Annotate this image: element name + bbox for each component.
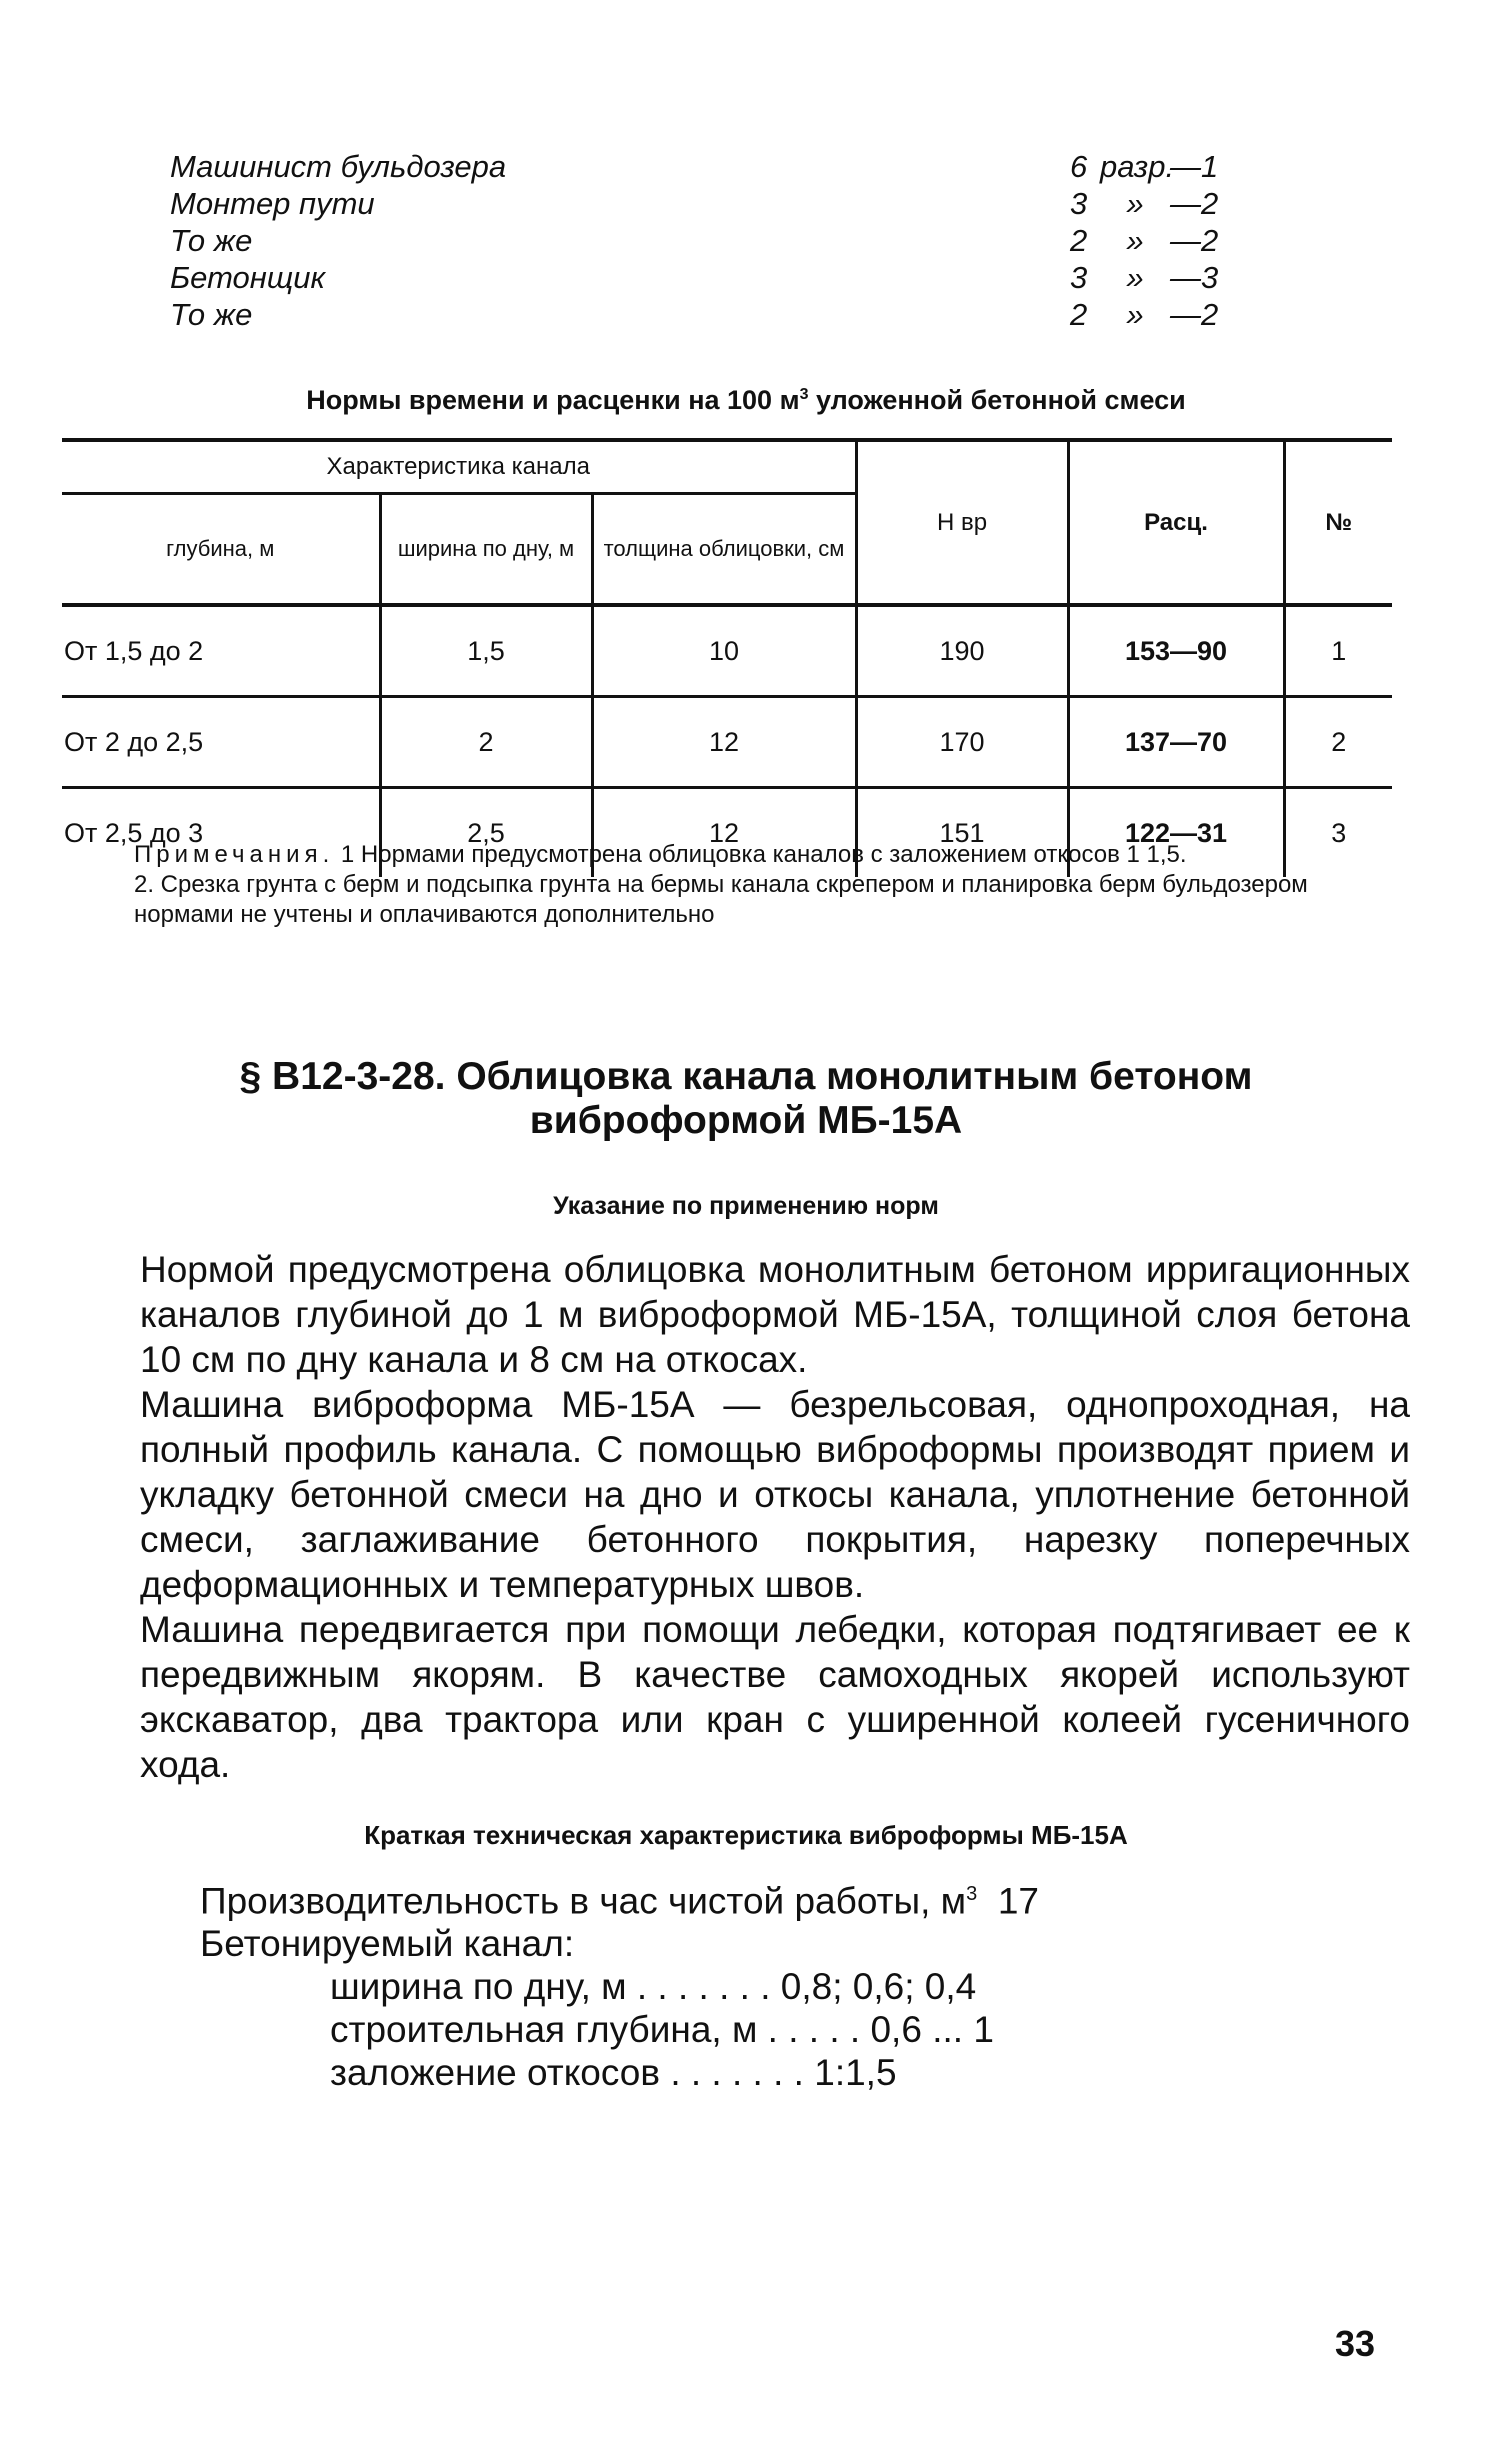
- tech-productivity-sup: 3: [966, 1883, 978, 1905]
- crew-rank: »: [1126, 222, 1144, 258]
- crew-rank: »: [1126, 259, 1144, 295]
- header-width: ширина по дну, м: [380, 494, 592, 606]
- tech-item-value: 1:1,5: [814, 2052, 897, 2094]
- crew-grade: 3: [1070, 259, 1088, 295]
- cell-depth: От 2 до 2,5: [62, 697, 380, 788]
- crew-rank: »: [1126, 296, 1144, 332]
- crew-name: Машинист бульдозера: [170, 148, 507, 184]
- tech-item-label: заложение откосов . . . . . . .: [330, 2052, 804, 2094]
- table-row: [62, 697, 1392, 788]
- section-subtitle: Указание по применению норм: [553, 1192, 939, 1220]
- crew-grade: 6: [1070, 148, 1088, 184]
- cell-width: 2,5: [380, 788, 592, 878]
- section-title-line: виброформой МБ-15А: [529, 1099, 963, 1142]
- cell-thickness: 10: [592, 605, 856, 697]
- crew-row: [170, 222, 1270, 259]
- cell-thickness: 12: [592, 788, 856, 878]
- crew-rank: »: [1126, 185, 1144, 221]
- tech-item-value: 0,8; 0,6; 0,4: [780, 1966, 977, 2008]
- note-1-text: 1 Нормами предусмотрена облицовка каналов с заложением откосов 1 1,5.: [340, 841, 1187, 868]
- crew-row: [170, 148, 1270, 185]
- paragraph: Машина виброформа МБ-15А — безрельсовая, однопроходная, на полный профиль канала. С помощью виброформы производят прием и укладку бетонной смеси на дно и откосы канала, уплотнение бетонной смеси, заглаживание бетонного покрытия, нарезку поперечных деформационных и температурных швов.: [140, 1384, 1410, 1605]
- section-title: [0, 1055, 1492, 1143]
- table-title: [0, 385, 1492, 416]
- tech-item-value: 0,6 ... 1: [870, 2009, 994, 2051]
- tech-spec: [200, 1873, 1400, 2094]
- tech-item: [200, 1965, 1400, 2008]
- crew-grade: 3: [1070, 185, 1088, 221]
- cell-hvr: 170: [856, 697, 1068, 788]
- section-body: [140, 1247, 1410, 1787]
- crew-list: [170, 148, 1270, 333]
- cell-rate: 122—31: [1068, 788, 1284, 878]
- cell-width: 2: [380, 697, 592, 788]
- table-notes: [62, 840, 1392, 930]
- cell-num: 2: [1284, 697, 1392, 788]
- tech-item-label: ширина по дну, м . . . . . . .: [330, 1966, 771, 2008]
- tech-productivity: [200, 1873, 1400, 1922]
- crew-name: То же: [170, 296, 253, 332]
- table-title-sup: 3: [799, 386, 809, 403]
- paragraph: Нормой предусмотрена облицовка монолитным бетоном ирригационных каналов глубиной до 1 м виброформой МБ-15А, толщиной слоя бетона 10 см по дну канала и 8 см на откосах.: [140, 1249, 1410, 1380]
- table-header-row: [62, 440, 1392, 494]
- crew-count: —2: [1170, 222, 1219, 258]
- header-hvr: Н вр: [856, 440, 1068, 605]
- cell-depth: От 1,5 до 2: [62, 605, 380, 697]
- crew-row: [170, 296, 1270, 333]
- cell-hvr: 151: [856, 788, 1068, 878]
- cell-num: 1: [1284, 605, 1392, 697]
- tech-item: [200, 2051, 1400, 2094]
- cell-thickness: 12: [592, 697, 856, 788]
- tech-channel-label: Бетонируемый канал:: [200, 1923, 575, 1965]
- cell-rate: 153—90: [1068, 605, 1284, 697]
- notes-label: Примечания.: [134, 841, 335, 868]
- tech-spec-title: Краткая техническая характеристика виброформы МБ-15А: [364, 1820, 1128, 1850]
- tech-item: [200, 2008, 1400, 2051]
- paragraph: Машина передвигается при помощи лебедки, которая подтягивает ее к передвижным якорям. В качестве самоходных якорей используют экскаватор, два трактора или кран с уширенной колеей гусеничного хода.: [140, 1609, 1410, 1785]
- crew-count: —2: [1170, 185, 1219, 221]
- crew-grade: 2: [1070, 222, 1088, 258]
- header-depth: глубина, м: [62, 494, 380, 606]
- crew-count: —1: [1170, 148, 1219, 184]
- crew-count: —3: [1170, 259, 1219, 295]
- crew-grade: 2: [1070, 296, 1088, 332]
- header-thickness: толщина облицовки, см: [592, 494, 856, 606]
- header-rate: Расц.: [1068, 440, 1284, 605]
- cell-width: 1,5: [380, 605, 592, 697]
- crew-row: [170, 259, 1270, 296]
- crew-name: Монтер пути: [170, 185, 375, 221]
- page-number: 33: [1335, 2323, 1376, 2364]
- section-title-line: § В12-3-28. Облицовка канала монолитным бетоном: [239, 1055, 1253, 1098]
- header-channel-characteristics: Характеристика канала: [62, 440, 856, 494]
- cell-depth: От 2,5 до 3: [64, 817, 204, 848]
- norms-table: [62, 438, 1392, 877]
- tech-productivity-value: 17: [997, 1880, 1039, 1922]
- crew-count: —2: [1170, 296, 1219, 332]
- table-row: [62, 605, 1392, 697]
- crew-rank: разр.: [1100, 148, 1175, 184]
- header-num: №: [1284, 440, 1392, 605]
- note-2: 2. Срезка грунта с берм и подсыпка грунта на бермы канала скрепером и планировка берм бульдозером нормами не учтены и оплачиваются дополнительно: [134, 871, 1308, 928]
- crew-row: [170, 185, 1270, 222]
- cell-rate: 137—70: [1068, 697, 1284, 788]
- note-1: [62, 840, 1392, 870]
- table-title-text-end: уложенной бетонной смеси: [808, 385, 1186, 415]
- table-title-text: Нормы времени и расценки на 100 м: [306, 385, 800, 415]
- crew-name: Бетонщик: [170, 259, 326, 295]
- tech-productivity-label: Производительность в час чистой работы, м: [200, 1880, 967, 1922]
- cell-hvr: 190: [856, 605, 1068, 697]
- crew-name: То же: [170, 222, 253, 258]
- cell-num: 3: [1284, 788, 1392, 878]
- tech-item-label: строительная глубина, м . . . . .: [330, 2009, 861, 2051]
